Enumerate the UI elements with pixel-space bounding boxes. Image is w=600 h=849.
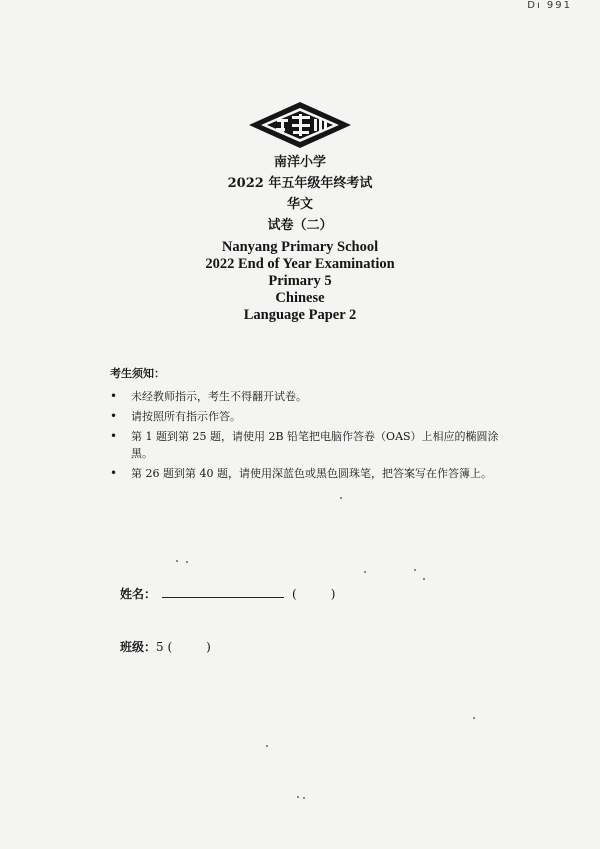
instructions bbox=[110, 365, 510, 485]
school-name-zh: 南洋小学 bbox=[273, 155, 326, 170]
scan-speck bbox=[303, 797, 305, 799]
class-paren-close: ) bbox=[206, 640, 211, 654]
instruction-item: • 未经教师指示，考生不得翻开试卷。 bbox=[110, 389, 307, 403]
paper-en: Language Paper 2 bbox=[243, 307, 357, 323]
scan-speck bbox=[266, 745, 268, 747]
name-field-row bbox=[120, 585, 335, 602]
level-en: Primary 5 bbox=[268, 273, 332, 289]
instruction-item: • 第 26 题到第 40 题，请使用深蓝色或黑色圆珠笔，把答案写在作答簿上。 bbox=[110, 466, 492, 480]
class-field-row bbox=[120, 638, 211, 655]
scan-speck bbox=[176, 560, 178, 562]
title-block bbox=[0, 152, 600, 324]
scan-speck bbox=[414, 569, 416, 571]
instructions-list bbox=[110, 388, 510, 482]
scan-speck bbox=[423, 578, 425, 580]
scan-speck bbox=[340, 497, 342, 499]
scan-speck bbox=[364, 571, 366, 573]
name-label: 姓名： bbox=[120, 587, 157, 601]
school-name-en: Nanyang Primary School bbox=[221, 239, 379, 255]
instructions-heading: 考生须知： bbox=[110, 367, 165, 380]
paper-zh: 试卷（二） bbox=[267, 218, 333, 233]
class-value: 5 ( bbox=[156, 640, 173, 654]
instruction-item: • 请按照所有指示作答。 bbox=[110, 409, 241, 423]
class-label: 班级： bbox=[120, 640, 157, 654]
exam-name-en: 2022 End of Year Examination bbox=[205, 256, 395, 272]
index-paren-open: ( bbox=[292, 587, 297, 601]
school-crest-icon bbox=[247, 100, 353, 150]
index-paren-close: ) bbox=[330, 587, 336, 601]
scan-speck bbox=[473, 717, 475, 719]
corner-mark: Dı 991 bbox=[527, 0, 572, 11]
exam-name-zh: 2022 年五年级年终考试 bbox=[227, 176, 373, 191]
scan-speck bbox=[297, 796, 299, 798]
scan-speck bbox=[186, 561, 188, 563]
instruction-item: • 第 1 题到第 25 题，请使用 2B 铅笔把电脑作答卷（OAS）上相应的椭圆涂黑。 bbox=[110, 429, 499, 460]
subject-en: Chinese bbox=[275, 290, 325, 306]
subject-zh: 华文 bbox=[286, 197, 313, 212]
name-blank-line[interactable] bbox=[162, 597, 284, 598]
